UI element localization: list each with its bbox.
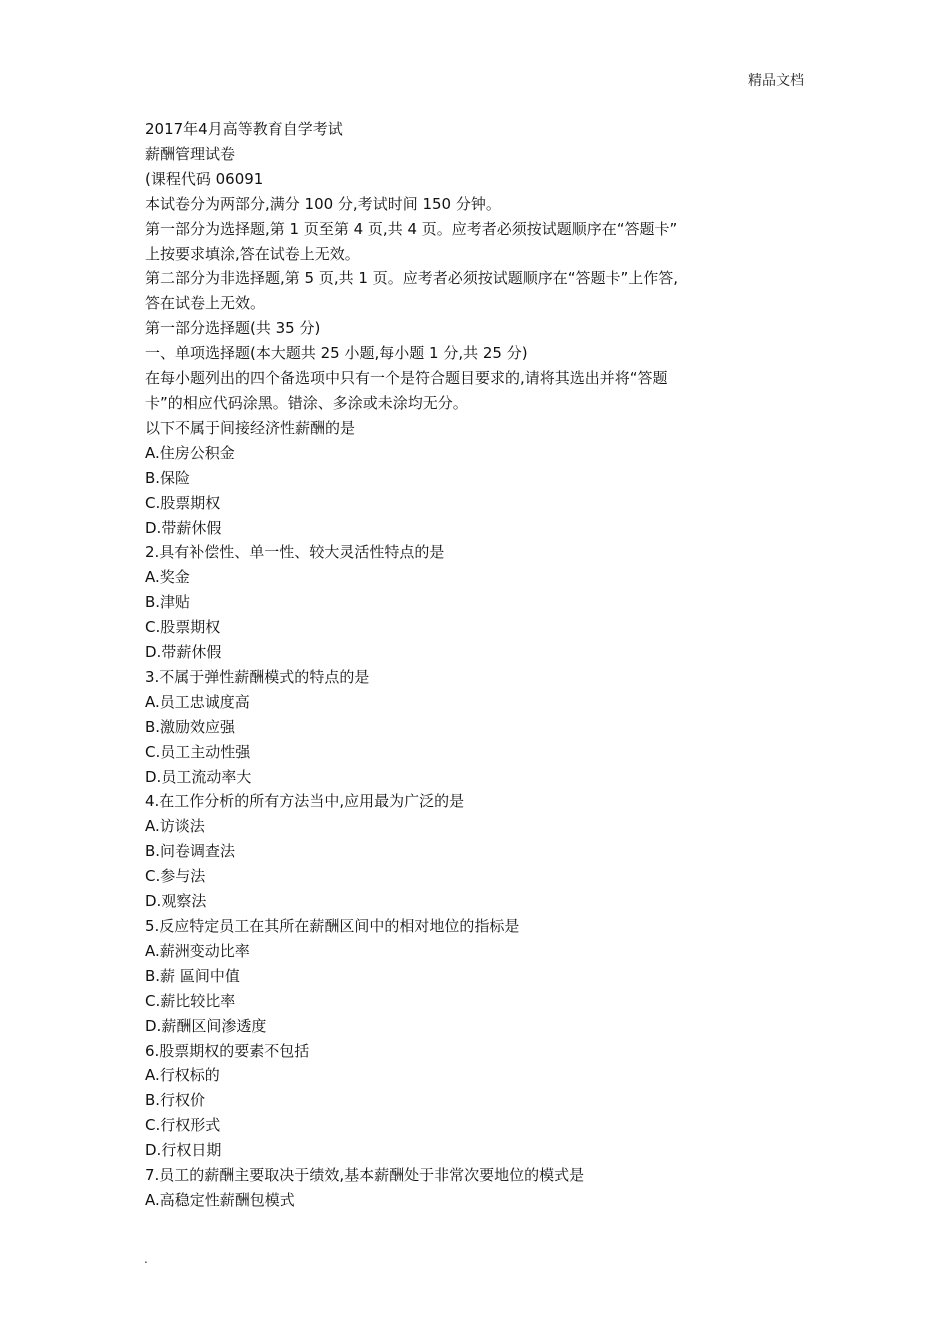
header-watermark: 精品文档 [748,73,804,89]
text-line: D.行权日期 [145,1141,222,1160]
text-line: 本试卷分为两部分,满分 100 分,考试时间 150 分钟。 [145,194,501,213]
text-line: B.行权价 [145,1091,206,1110]
text-line: A.奖金 [145,568,190,587]
text-line: 卡”的相应代码涂黑。错涂、多涂或未涂均无分。 [145,393,468,412]
text-line: A.高稳定性薪酬包模式 [145,1190,295,1209]
text-line: 第二部分为非选择题,第 5 页,共 1 页。应考者必须按试题顺序在“答题卡”上作答, [145,269,679,288]
text-line: 6.股票期权的要素不包括 [145,1041,310,1060]
text-line: A.住房公积金 [145,443,235,462]
text-line: A.薪洲变动比率 [145,941,250,960]
text-line: 上按要求填涂,答在试卷上无效。 [145,244,360,263]
text-line: 5.反应特定员工在其所在薪酬区间中的相对地位的指标是 [145,917,520,935]
text-line: C.薪比较比率 [145,991,236,1010]
text-line: 第一部分为选择题,第 1 页至第 4 页,共 4 页。应考者必须按试题顺序在“答题卡” [145,219,678,238]
text-line: 以下不属于间接经济性薪酬的是 [145,418,356,437]
text-line: 7.员工的薪酬主要取决于绩效,基本薪酬处于非常次要地位的模式是 [145,1166,585,1185]
text-line: D.带薪休假 [145,643,222,662]
text-line: 4.在工作分析的所有方法当中,应用最为广泛的是 [145,792,465,811]
text-line: 第一部分选择题(共 35 分) [145,319,321,338]
text-line: 薪酬管理试卷 [145,144,236,163]
text-line: (课程代码 06091 [145,169,264,188]
text-line: D.带薪休假 [145,518,222,537]
footer-mark: . [144,1252,148,1266]
text-line: 在每小题列出的四个备选项中只有一个是符合题目要求的,请将其选出并将“答题 [145,369,668,388]
text-line: 答在试卷上无效。 [145,294,266,313]
text-line: 2.具有补偿性、单一性、较大灵活性特点的是 [145,543,445,562]
text-line: C.参与法 [145,867,206,886]
text-line: B.保险 [145,468,191,487]
text-line: C.股票期权 [145,618,221,637]
text-line: C.股票期权 [145,493,221,512]
text-line: C.员工主动性强 [145,742,251,761]
text-line: 3.不属于弹性薪酬模式的特点的是 [145,667,370,686]
text-line: B.激励效应强 [145,717,236,736]
text-line: D.员工流动率大 [145,767,252,786]
text-line: A.访谈法 [145,817,205,836]
text-line: C.行权形式 [145,1116,221,1135]
text-line: 2017年4月高等教育自学考试 [145,120,343,138]
text-line: B.薪 區间中值 [145,966,240,985]
text-line: D.薪酬区间渗透度 [145,1016,267,1035]
document-body [145,117,765,1213]
text-line: A.员工忠诚度高 [145,692,250,711]
text-line: B.津贴 [145,593,191,612]
text-line: 一、单项选择题(本大题共 25 小题,每小题 1 分,共 25 分) [145,344,528,363]
text-line: B.问卷调查法 [145,842,236,861]
text-line: D.观察法 [145,892,207,911]
text-line: A.行权标的 [145,1066,220,1085]
